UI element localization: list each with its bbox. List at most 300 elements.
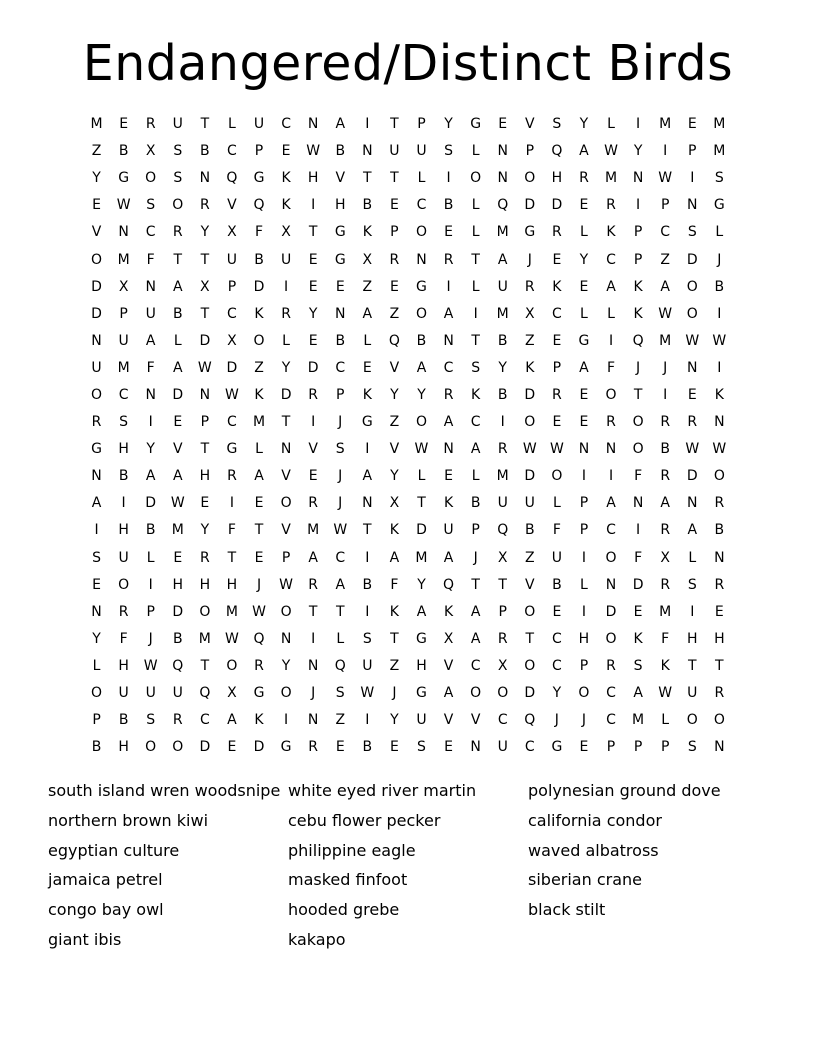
grid-letter: Y xyxy=(390,712,399,729)
grid-letter: W xyxy=(197,359,212,376)
grid-letter: S xyxy=(552,116,562,133)
grid-letter: T xyxy=(308,603,318,620)
grid-row xyxy=(83,246,733,273)
grid-letter: Y xyxy=(552,685,562,702)
grid-letter: M xyxy=(659,116,672,133)
grid-letter: R xyxy=(281,305,291,322)
grid-letter: M xyxy=(117,359,130,376)
grid-letter: C xyxy=(227,305,237,322)
grid-letter: R xyxy=(714,576,725,593)
grid-letter: W xyxy=(549,441,564,458)
grid-letter: E xyxy=(444,739,453,756)
grid-letter: N xyxy=(280,441,292,458)
grid-letter: Z xyxy=(335,712,346,729)
grid-letter: U xyxy=(226,251,238,268)
grid-letter: M xyxy=(198,630,211,647)
grid-letter: X xyxy=(660,549,670,566)
grid-letter: N xyxy=(578,441,590,458)
word-item: cebu flower pecker xyxy=(288,810,441,830)
grid-letter: G xyxy=(416,685,427,702)
grid-letter: Q xyxy=(388,332,400,349)
grid-letter: S xyxy=(119,414,129,431)
grid-letter: I xyxy=(365,603,370,620)
grid-letter: N xyxy=(605,576,617,593)
grid-letter: N xyxy=(687,495,698,512)
word-item: kakapo xyxy=(288,929,346,949)
grid-letter: K xyxy=(254,712,264,729)
grid-letter: B xyxy=(524,522,535,539)
grid-letter: A xyxy=(254,468,264,485)
grid-letter: W xyxy=(252,603,266,620)
grid-letter: L xyxy=(552,495,561,512)
grid-letter: D xyxy=(145,495,157,512)
grid-letter: E xyxy=(579,739,589,756)
grid-letter: C xyxy=(606,685,616,702)
grid-letter: R xyxy=(606,197,616,214)
word-column xyxy=(288,776,528,955)
grid-letter: X xyxy=(362,251,373,268)
grid-letter: R xyxy=(308,739,319,756)
grid-row xyxy=(83,490,733,517)
grid-letter: A xyxy=(443,549,454,566)
grid-letter: L xyxy=(471,143,480,160)
word-column xyxy=(48,776,288,955)
grid-letter: N xyxy=(362,495,373,512)
grid-letter: G xyxy=(334,251,346,268)
grid-letter: D xyxy=(551,197,563,214)
grid-letter: K xyxy=(714,386,724,403)
grid-letter: K xyxy=(389,603,399,620)
grid-letter: Q xyxy=(497,197,509,214)
grid-letter: N xyxy=(199,170,211,187)
grid-letter: A xyxy=(416,359,427,376)
grid-letter: R xyxy=(497,441,508,458)
grid-letter: G xyxy=(253,685,265,702)
grid-letter: C xyxy=(606,712,616,729)
grid-letter: W xyxy=(658,170,673,187)
grid-letter: N xyxy=(335,305,346,322)
grid-letter: B xyxy=(91,739,102,756)
grid-letter: L xyxy=(255,441,263,458)
grid-letter: O xyxy=(713,712,725,729)
grid-letter: N xyxy=(497,170,508,187)
grid-letter: O xyxy=(713,468,725,485)
grid-letter: T xyxy=(471,576,480,593)
grid-letter: U xyxy=(172,685,183,702)
grid-letter: L xyxy=(580,224,588,241)
grid-letter: H xyxy=(118,657,129,674)
grid-letter: I xyxy=(663,386,668,403)
grid-letter: T xyxy=(227,549,237,566)
grid-letter: R xyxy=(579,170,589,187)
grid-letter: J xyxy=(311,685,316,702)
grid-letter: D xyxy=(524,386,536,403)
grid-letter: D xyxy=(91,305,102,322)
grid-letter: B xyxy=(172,305,183,322)
grid-letter: M xyxy=(225,603,238,620)
grid-letter: O xyxy=(524,170,536,187)
grid-letter: P xyxy=(227,278,237,295)
grid-letter: M xyxy=(659,332,672,349)
grid-letter: I xyxy=(148,576,153,593)
grid-letter: U xyxy=(118,685,129,702)
grid-letter: K xyxy=(633,305,643,322)
grid-letter: H xyxy=(172,576,184,593)
grid-letter: Q xyxy=(334,657,346,674)
grid-letter: C xyxy=(416,197,427,214)
grid-letter: R xyxy=(497,630,508,647)
grid-letter: A xyxy=(362,468,373,485)
grid-letter: O xyxy=(172,197,184,214)
grid-letter: J xyxy=(148,630,153,647)
word-item: south island wren woodsnipe xyxy=(48,781,281,800)
grid-letter: V xyxy=(335,170,346,187)
grid-letter: T xyxy=(200,441,210,458)
grid-letter: R xyxy=(687,414,698,431)
grid-letter: E xyxy=(579,278,589,295)
grid-letter: G xyxy=(551,739,563,756)
grid-row xyxy=(83,274,733,301)
grid-letter: T xyxy=(200,657,210,674)
word-item: black stilt xyxy=(528,900,606,920)
grid-letter: E xyxy=(579,414,589,431)
grid-letter: O xyxy=(415,224,427,241)
grid-letter: R xyxy=(254,657,264,674)
grid-letter: A xyxy=(172,359,183,376)
grid-letter: O xyxy=(470,170,482,187)
grid-letter: T xyxy=(363,170,372,187)
grid-letter: U xyxy=(118,332,129,349)
grid-letter: G xyxy=(578,332,590,349)
grid-letter: B xyxy=(335,332,346,349)
grid-letter: O xyxy=(91,685,103,702)
grid-letter: P xyxy=(579,522,589,539)
grid-letter: R xyxy=(660,414,671,431)
grid-letter: Y xyxy=(92,170,101,187)
grid-letter: R xyxy=(660,522,671,539)
grid-letter: Z xyxy=(524,549,535,566)
grid-letter: G xyxy=(524,224,536,241)
word-item: california condor xyxy=(528,810,662,830)
grid-letter: W xyxy=(170,495,185,512)
grid-letter: E xyxy=(335,739,345,756)
grid-letter: T xyxy=(200,251,210,268)
grid-letter: I xyxy=(636,197,641,214)
grid-letter: L xyxy=(580,576,588,593)
grid-letter: J xyxy=(338,468,343,485)
grid-letter: K xyxy=(525,359,535,376)
grid-letter: T xyxy=(308,224,318,241)
grid-letter: U xyxy=(416,143,427,160)
grid-letter: N xyxy=(714,549,725,566)
grid-row xyxy=(83,409,733,436)
grid-letter: Y xyxy=(444,116,453,133)
grid-letter: P xyxy=(688,143,697,160)
grid-letter: K xyxy=(389,522,399,539)
grid-letter: P xyxy=(579,657,589,674)
grid-letter: V xyxy=(172,441,183,458)
grid-letter: F xyxy=(146,359,155,376)
grid-letter: C xyxy=(227,143,237,160)
grid-letter: O xyxy=(632,414,644,431)
grid-letter: R xyxy=(308,576,319,593)
grid-letter: Y xyxy=(281,657,291,674)
grid-letter: R xyxy=(714,495,725,512)
grid-letter: I xyxy=(94,522,99,539)
grid-letter: K xyxy=(281,197,291,214)
grid-letter: P xyxy=(254,143,264,160)
grid-letter: W xyxy=(658,305,673,322)
grid-letter: U xyxy=(389,143,400,160)
grid-letter: E xyxy=(498,116,508,133)
grid-letter: C xyxy=(524,739,535,756)
grid-letter: O xyxy=(605,549,617,566)
grid-letter: S xyxy=(417,739,426,756)
grid-letter: E xyxy=(92,197,101,214)
grid-letter: X xyxy=(389,495,400,512)
grid-letter: E xyxy=(173,414,183,431)
grid-row xyxy=(83,355,733,382)
grid-letter: A xyxy=(335,576,346,593)
grid-letter: C xyxy=(606,251,616,268)
grid-letter: V xyxy=(525,576,535,593)
grid-letter: E xyxy=(119,116,129,133)
grid-letter: B xyxy=(497,332,508,349)
grid-letter: V xyxy=(281,522,291,539)
grid-letter: N xyxy=(632,495,644,512)
grid-letter: Z xyxy=(389,657,400,674)
grid-letter: A xyxy=(91,495,102,512)
grid-letter: Q xyxy=(497,522,509,539)
grid-letter: A xyxy=(579,359,589,376)
grid-letter: L xyxy=(92,657,101,674)
grid-letter: O xyxy=(497,685,509,702)
grid-letter: D xyxy=(172,386,184,403)
grid-letter: T xyxy=(390,116,399,133)
grid-letter: T xyxy=(525,630,535,647)
grid-letter: I xyxy=(365,116,370,133)
grid-letter: E xyxy=(308,332,318,349)
grid-letter: O xyxy=(145,170,157,187)
grid-letter: M xyxy=(604,170,618,187)
grid-letter: X xyxy=(118,278,129,295)
grid-letter: N xyxy=(632,170,644,187)
grid-letter: X xyxy=(227,224,237,241)
grid-letter: E xyxy=(92,576,101,593)
grid-letter: U xyxy=(145,305,156,322)
grid-letter: B xyxy=(714,522,725,539)
grid-letter: B xyxy=(714,278,725,295)
grid-letter: A xyxy=(470,603,481,620)
grid-letter: W xyxy=(604,143,618,160)
grid-letter: Q xyxy=(632,332,644,349)
grid-row xyxy=(83,382,733,409)
grid-letter: L xyxy=(607,116,615,133)
grid-letter: R xyxy=(443,251,454,268)
grid-letter: X xyxy=(145,143,156,160)
grid-letter: C xyxy=(145,224,156,241)
grid-letter: M xyxy=(252,414,266,431)
grid-letter: R xyxy=(714,685,725,702)
grid-letter: C xyxy=(281,116,291,133)
grid-letter: K xyxy=(633,630,643,647)
grid-letter: J xyxy=(554,712,559,729)
grid-letter: A xyxy=(443,685,454,702)
grid-letter: I xyxy=(717,359,722,376)
grid-letter: L xyxy=(688,549,697,566)
grid-letter: E xyxy=(687,116,697,133)
grid-letter: Y xyxy=(579,116,589,133)
grid-letter: O xyxy=(578,685,590,702)
grid-letter: O xyxy=(145,739,157,756)
grid-letter: I xyxy=(581,549,587,566)
grid-letter: C xyxy=(118,386,129,403)
grid-letter: K xyxy=(281,170,291,187)
grid-letter: U xyxy=(497,278,508,295)
grid-letter: I xyxy=(229,495,234,512)
grid-letter: Z xyxy=(524,332,535,349)
grid-letter: O xyxy=(91,251,103,268)
grid-letter: I xyxy=(608,332,614,349)
grid-letter: X xyxy=(227,332,237,349)
grid-letter: E xyxy=(579,197,589,214)
grid-letter: C xyxy=(606,522,616,539)
grid-letter: C xyxy=(227,414,237,431)
grid-letter: I xyxy=(284,278,289,295)
grid-letter: D xyxy=(686,251,698,268)
grid-letter: O xyxy=(280,495,292,512)
grid-letter: T xyxy=(173,251,183,268)
grid-letter: E xyxy=(308,278,318,295)
grid-row xyxy=(83,192,733,219)
letter-grid xyxy=(83,111,733,761)
word-item: northern brown kiwi xyxy=(48,810,209,830)
grid-letter: Y xyxy=(281,359,291,376)
grid-letter: I xyxy=(311,414,316,431)
grid-letter: K xyxy=(254,305,264,322)
grid-letter: H xyxy=(307,170,319,187)
grid-letter: A xyxy=(308,549,318,566)
grid-letter: N xyxy=(443,332,454,349)
grid-letter: B xyxy=(552,576,562,593)
grid-letter: O xyxy=(118,576,130,593)
grid-letter: I xyxy=(636,522,641,539)
grid-letter: U xyxy=(145,685,156,702)
grid-letter: O xyxy=(415,305,427,322)
grid-letter: J xyxy=(338,414,343,431)
grid-letter: X xyxy=(227,685,237,702)
grid-letter: R xyxy=(118,603,129,620)
grid-letter: R xyxy=(389,251,400,268)
grid-letter: Q xyxy=(253,197,265,214)
grid-letter: P xyxy=(525,143,535,160)
word-column xyxy=(528,776,768,955)
grid-letter: B xyxy=(145,522,156,539)
grid-letter: W xyxy=(712,441,727,458)
grid-letter: E xyxy=(552,332,562,349)
grid-letter: L xyxy=(607,305,615,322)
grid-letter: E xyxy=(227,739,237,756)
grid-letter: A xyxy=(470,630,481,647)
grid-letter: R xyxy=(606,414,616,431)
grid-letter: W xyxy=(712,332,727,349)
grid-letter: T xyxy=(281,414,291,431)
grid-letter: O xyxy=(470,685,482,702)
grid-letter: S xyxy=(146,712,156,729)
grid-letter: W xyxy=(116,197,131,214)
grid-row xyxy=(83,734,733,761)
grid-letter: M xyxy=(90,116,103,133)
grid-letter: H xyxy=(578,630,590,647)
grid-letter: E xyxy=(552,414,562,431)
grid-row xyxy=(83,301,733,328)
grid-letter: J xyxy=(256,576,262,593)
grid-letter: F xyxy=(661,630,670,647)
grid-letter: C xyxy=(497,712,508,729)
grid-letter: T xyxy=(633,386,643,403)
grid-letter: M xyxy=(307,522,320,539)
grid-letter: N xyxy=(605,441,617,458)
grid-letter: B xyxy=(362,576,373,593)
grid-letter: N xyxy=(118,224,129,241)
grid-letter: F xyxy=(634,549,643,566)
grid-letter: K xyxy=(660,657,670,674)
grid-letter: W xyxy=(685,441,700,458)
grid-letter: I xyxy=(365,549,370,566)
grid-letter: A xyxy=(335,116,346,133)
grid-letter: P xyxy=(633,739,643,756)
grid-letter: U xyxy=(443,522,454,539)
grid-letter: U xyxy=(172,116,183,133)
grid-letter: T xyxy=(390,630,399,647)
grid-letter: A xyxy=(145,468,156,485)
grid-letter: G xyxy=(334,224,346,241)
grid-letter: Z xyxy=(254,359,264,376)
grid-letter: F xyxy=(119,630,128,647)
grid-letter: S xyxy=(335,441,345,458)
grid-letter: B xyxy=(497,386,508,403)
grid-letter: N xyxy=(307,116,319,133)
grid-letter: E xyxy=(389,739,399,756)
grid-letter: F xyxy=(634,468,643,485)
grid-letter: T xyxy=(200,305,210,322)
word-item: white eyed river martin xyxy=(288,781,477,800)
grid-letter: G xyxy=(361,414,373,431)
grid-letter: B xyxy=(660,441,670,458)
word-item: philippine eagle xyxy=(288,840,416,860)
grid-letter: N xyxy=(91,468,102,485)
grid-letter: H xyxy=(686,630,698,647)
grid-letter: A xyxy=(172,468,183,485)
grid-letter: F xyxy=(254,224,264,241)
grid-letter: S xyxy=(173,170,183,187)
grid-letter: V xyxy=(443,657,454,674)
grid-letter: N xyxy=(91,603,102,620)
grid-letter: P xyxy=(92,712,101,729)
grid-letter: E xyxy=(714,603,724,620)
grid-letter: I xyxy=(500,414,505,431)
grid-letter: L xyxy=(363,332,372,349)
grid-row xyxy=(83,545,733,572)
grid-letter: Y xyxy=(200,224,210,241)
grid-letter: W xyxy=(225,630,239,647)
grid-letter: O xyxy=(280,603,292,620)
grid-letter: V xyxy=(470,712,481,729)
grid-letter: C xyxy=(199,712,210,729)
grid-letter: R xyxy=(308,495,319,512)
grid-letter: C xyxy=(470,414,481,431)
grid-letter: Y xyxy=(498,359,507,376)
